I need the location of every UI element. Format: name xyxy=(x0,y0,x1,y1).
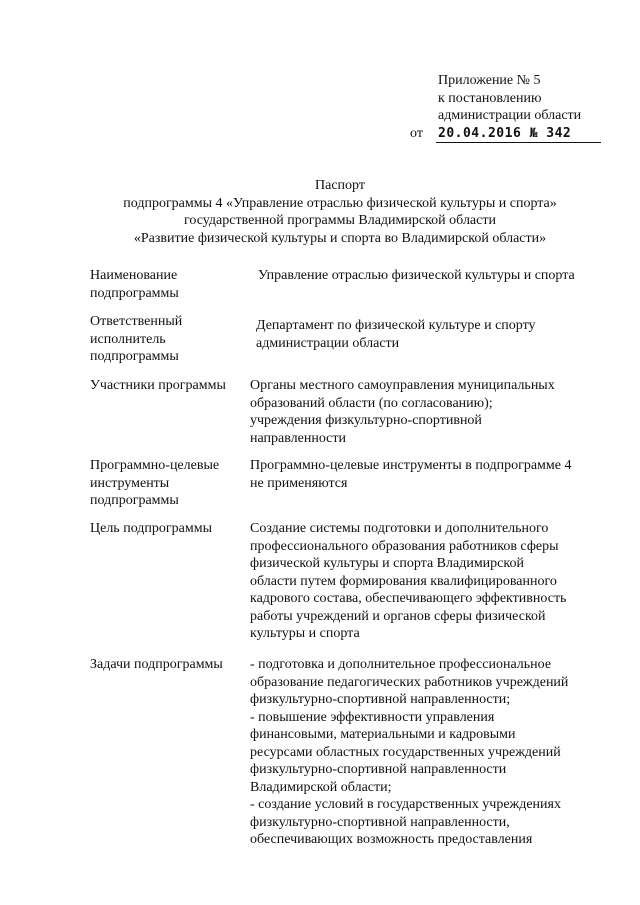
value-line: - подготовка и дополнительное профессиональное xyxy=(250,657,552,672)
value-line: кадрового состава, обеспечивающего эффективность xyxy=(250,591,567,606)
label-line: Программно-целевые xyxy=(90,458,220,473)
appendix-header xyxy=(410,72,630,143)
appendix-date-line xyxy=(410,125,630,144)
label-line: Наименование xyxy=(90,268,178,283)
value-line: не применяются xyxy=(250,475,348,491)
row-value xyxy=(250,656,610,849)
value-line: физической культуры и спорта Владимирской xyxy=(250,556,524,571)
value-line: Создание системы подготовки и дополнительного xyxy=(250,521,549,536)
value-line: - создание условий в государственных учреждениях xyxy=(250,797,561,812)
value-line: - повышение эффективности управления xyxy=(250,709,495,725)
label-line: Задачи подпрограммы xyxy=(90,657,223,672)
row-value xyxy=(250,457,610,510)
label-line: подпрограммы xyxy=(90,285,179,301)
row-label xyxy=(90,457,250,510)
value-line: физкультурно-спортивной направленности, xyxy=(250,814,510,830)
value-line: администрации области xyxy=(256,335,400,351)
passport-row-participants xyxy=(90,377,610,447)
passport-row-goal xyxy=(90,520,610,643)
value-line: физкультурно-спортивной направленности; xyxy=(250,692,511,707)
passport-row-instruments xyxy=(90,457,610,510)
value-line: образование педагогических работников учреждений xyxy=(250,674,569,690)
passport-row-name xyxy=(90,267,610,302)
label-line: Ответственный xyxy=(90,314,183,329)
title-subprogram: подпрограммы 4 «Управление отраслью физической культуры и спорта» xyxy=(123,195,557,211)
row-label xyxy=(90,267,240,302)
value-line: ресурсами областных государственных учреждений xyxy=(250,744,561,760)
passport-row-tasks xyxy=(90,656,610,849)
value-line: Департамент по физической культуре и спорту xyxy=(256,318,536,333)
row-label xyxy=(90,313,240,366)
value-line: обеспечивающих возможность предоставления xyxy=(250,832,533,847)
value-line: Программно-целевые инструменты в подпрограмме 4 xyxy=(250,458,572,473)
value-line: физкультурно-спортивной направленности xyxy=(250,762,507,777)
value-line: профессионального образования работников сферы xyxy=(250,538,559,554)
row-value xyxy=(240,313,610,366)
value-line: культуры и спорта xyxy=(250,626,360,641)
passport-row-executor xyxy=(90,313,610,366)
date-prefix: от xyxy=(410,125,423,141)
appendix-number: Приложение № 5 xyxy=(438,73,541,88)
row-label xyxy=(90,520,250,643)
title-state-program: государственной программы Владимирской области xyxy=(184,213,496,228)
row-value xyxy=(250,520,610,643)
date-number-stamp: 20.04.2016 № 342 xyxy=(436,125,601,144)
row-value xyxy=(250,377,610,447)
value-line: Управление отраслью физической культуры и спорта xyxy=(258,268,575,283)
value-line: финансовыми, материальными и кадровыми xyxy=(250,727,516,742)
document-title xyxy=(60,177,620,247)
label-line: Цель подпрограммы xyxy=(90,521,212,536)
value-line: направленности xyxy=(250,430,347,446)
label-line: инструменты xyxy=(90,475,170,491)
label-line: подпрограммы xyxy=(90,493,179,508)
value-line: работы учреждений и органов сферы физической xyxy=(250,608,546,624)
label-line: подпрограммы xyxy=(90,349,179,364)
value-line: Органы местного самоуправления муниципальных xyxy=(250,378,555,393)
appendix-resolution: к постановлению xyxy=(438,90,542,106)
value-line: учреждения физкультурно-спортивной xyxy=(250,413,482,428)
title-passport: Паспорт xyxy=(315,178,365,193)
value-line: области путем формирования квалифицированного xyxy=(250,573,557,589)
row-value xyxy=(240,267,610,302)
row-label xyxy=(90,377,250,447)
title-program-name: «Развитие физической культуры и спорта во Владимирской области» xyxy=(133,230,547,246)
appendix-authority: администрации области xyxy=(438,108,582,123)
label-line: исполнитель xyxy=(90,331,166,347)
label-line: Участники программы xyxy=(90,378,226,393)
value-line: образований области (по согласованию); xyxy=(250,395,493,411)
row-label xyxy=(90,656,250,849)
value-line: Владимирской области; xyxy=(250,779,392,795)
